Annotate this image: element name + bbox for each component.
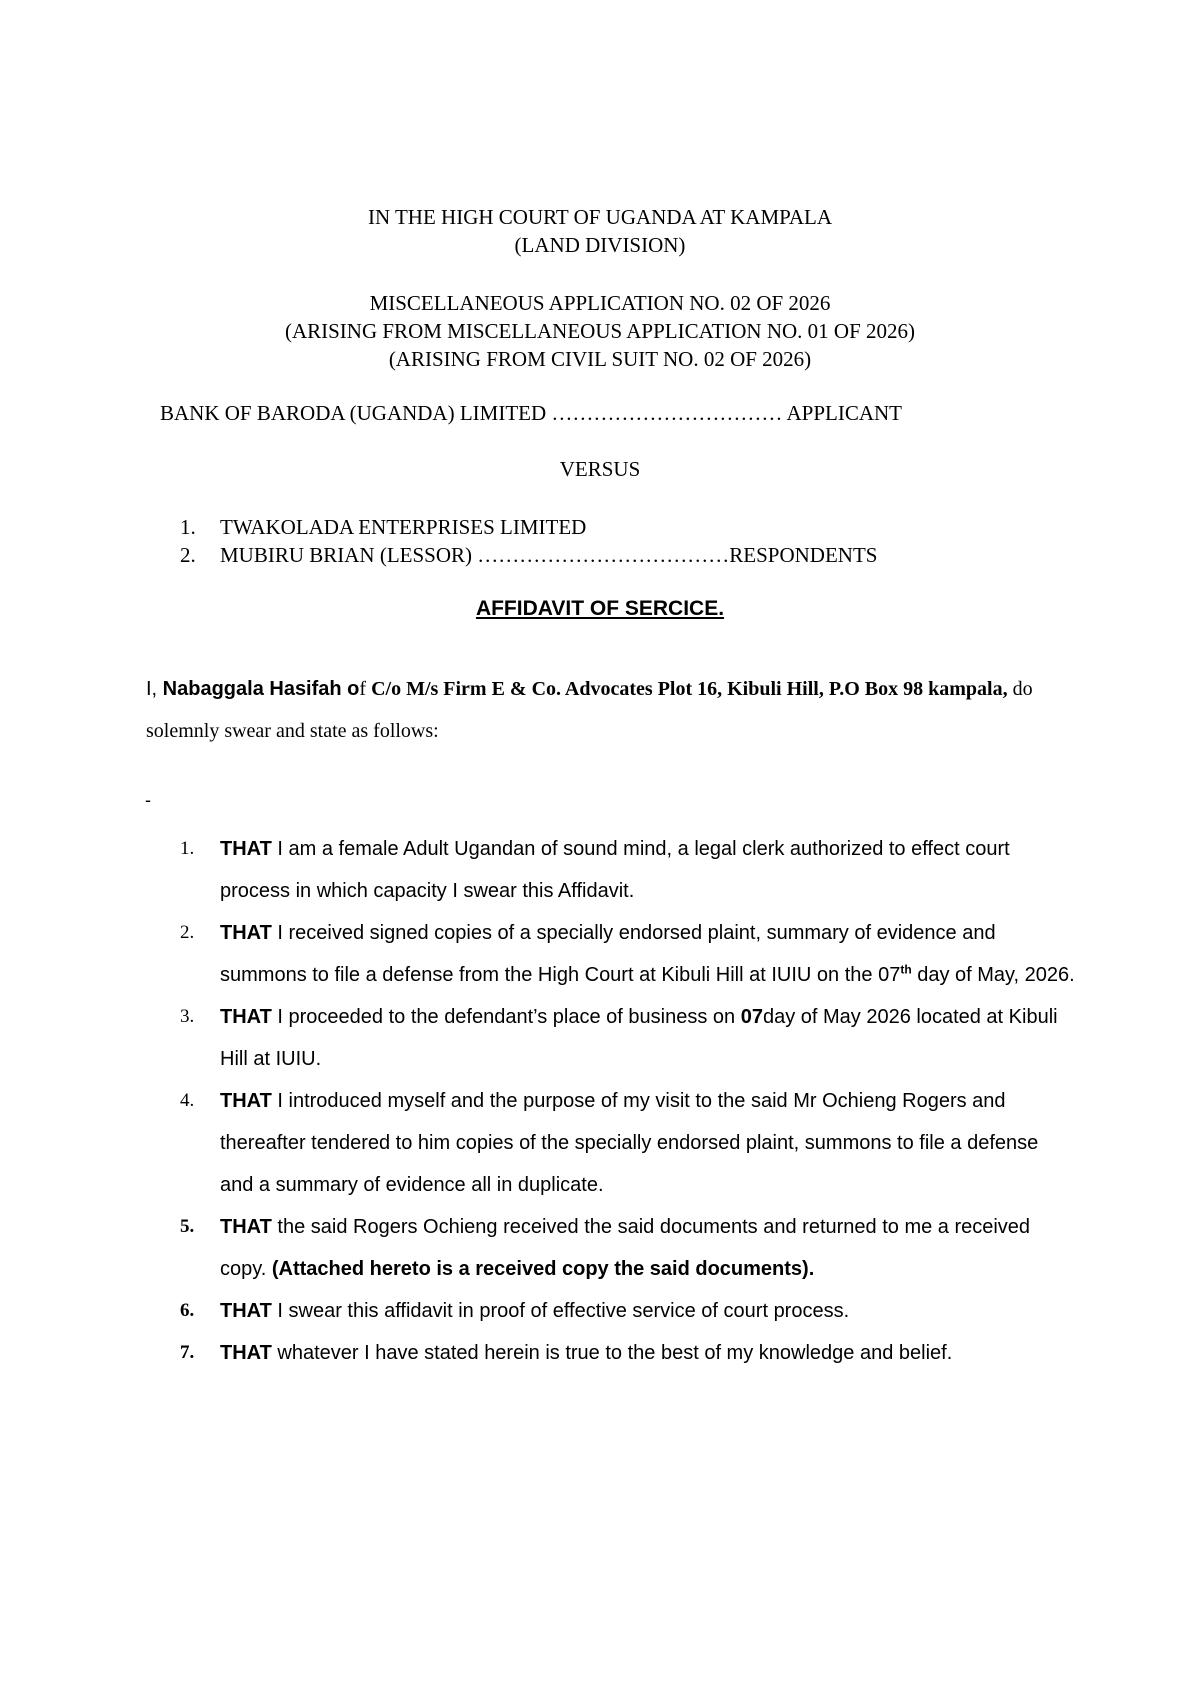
arising-from-application: (ARISING FROM MISCELLANEOUS APPLICATION NO. 01 OF 2026): [284, 319, 916, 343]
paragraph-lead: THAT: [220, 922, 272, 944]
paragraph-number: 5.: [180, 1216, 195, 1237]
court-heading: [0, 203, 1200, 259]
arising-from-suit: (ARISING FROM CIVIL SUIT NO. 02 OF 2026): [388, 347, 812, 371]
paragraph-text: the said Rogers Ochieng received the said documents and returned to me a received copy.: [220, 1216, 1031, 1280]
paragraph-item: [175, 1080, 1075, 1206]
document-title: AFFIDAVIT OF SERCICE.: [475, 597, 725, 620]
paragraph-text: day of May 2026 located at Kibuli Hill at IUIU.: [220, 1006, 1058, 1070]
paragraph-item: [175, 1332, 1075, 1374]
deponent-name: Nabaggala Hasifah o: [162, 678, 360, 700]
separator-dash: -: [145, 790, 151, 810]
deponent-address: C/o M/s Firm E & Co. Advocates Plot 16, Kibuli Hill, P.O Box 98 kampala,: [371, 678, 1008, 700]
paragraph-lead: THAT: [220, 1300, 272, 1322]
paragraph-item: [175, 828, 1075, 912]
paragraph-item: [175, 1290, 1075, 1332]
versus-label: VERSUS: [559, 457, 641, 481]
deponent-oath: do solemnly swear and state as follows:: [146, 678, 1033, 742]
paragraph-lead: THAT: [220, 1090, 272, 1112]
paragraph-number: 1.: [180, 838, 195, 859]
court-division: (LAND DIVISION): [514, 233, 686, 257]
paragraph-item: [175, 996, 1075, 1080]
paragraph-text: day of May, 2026.: [911, 964, 1075, 986]
paragraph-text: I swear this affidavit in proof of effective service of court process.: [271, 1300, 850, 1322]
paragraph-lead: THAT: [220, 1342, 272, 1364]
paragraph-lead: THAT: [220, 1216, 272, 1238]
paragraph-item: [175, 1206, 1075, 1290]
paragraph-bold-day: 07: [740, 1006, 763, 1028]
paragraph-text: I introduced myself and the purpose of my visit to the said Mr Ochieng Rogers and thereafter tendered to him copies of the specially endorsed plaint, summons to file a defense and a summary of evidence all in duplicate.: [220, 1090, 1039, 1196]
deponent-prefix: I,: [146, 678, 163, 700]
paragraph-number: 7.: [180, 1342, 195, 1363]
respondent-name: MUBIRU BRIAN (LESSOR) ………………………………RESPONDENTS: [220, 543, 878, 567]
paragraph-number: 4.: [180, 1090, 195, 1111]
paragraph-text: I proceeded to the defendant’s place of business on: [271, 1006, 741, 1028]
applicant-line: BANK OF BARODA (UGANDA) LIMITED …………………………… APPLICANT: [160, 401, 903, 425]
respondent-name: TWAKOLADA ENTERPRISES LIMITED: [220, 515, 587, 539]
respondent-number: 1.: [180, 515, 196, 539]
paragraph-attachment-note: (Attached hereto is a received copy the said documents).: [271, 1258, 815, 1280]
paragraph-text: I am a female Adult Ugandan of sound mind, a legal clerk authorized to effect court process in which capacity I swear this Affidavit.: [220, 838, 1010, 902]
paragraph-number: 6.: [180, 1300, 195, 1321]
respondent-item: [180, 541, 877, 569]
respondent-number: 2.: [180, 543, 196, 567]
deponent-of: f: [359, 678, 372, 700]
paragraph-text: I received signed copies of a specially endorsed plaint, summary of evidence and summons to file a defense from the High Court at Kibuli Hill at IUIU on the 07: [220, 922, 996, 986]
court-name: IN THE HIGH COURT OF UGANDA AT KAMPALA: [367, 205, 833, 229]
paragraph-number: 3.: [180, 1006, 195, 1027]
respondent-item: [180, 513, 877, 541]
deponent-statement: [146, 668, 1066, 752]
paragraph-text: whatever I have stated herein is true to the best of my knowledge and belief.: [271, 1342, 953, 1364]
paragraph-lead: THAT: [220, 838, 272, 860]
paragraph-item: [175, 912, 1075, 996]
affidavit-paragraphs: [175, 828, 1075, 1374]
paragraph-lead: THAT: [220, 1006, 272, 1028]
paragraph-number: 2.: [180, 922, 195, 943]
application-number: MISCELLANEOUS APPLICATION NO. 02 OF 2026: [369, 291, 831, 315]
application-heading: [0, 289, 1200, 373]
respondents-list: [180, 513, 877, 569]
ordinal-suffix: th: [900, 962, 912, 977]
